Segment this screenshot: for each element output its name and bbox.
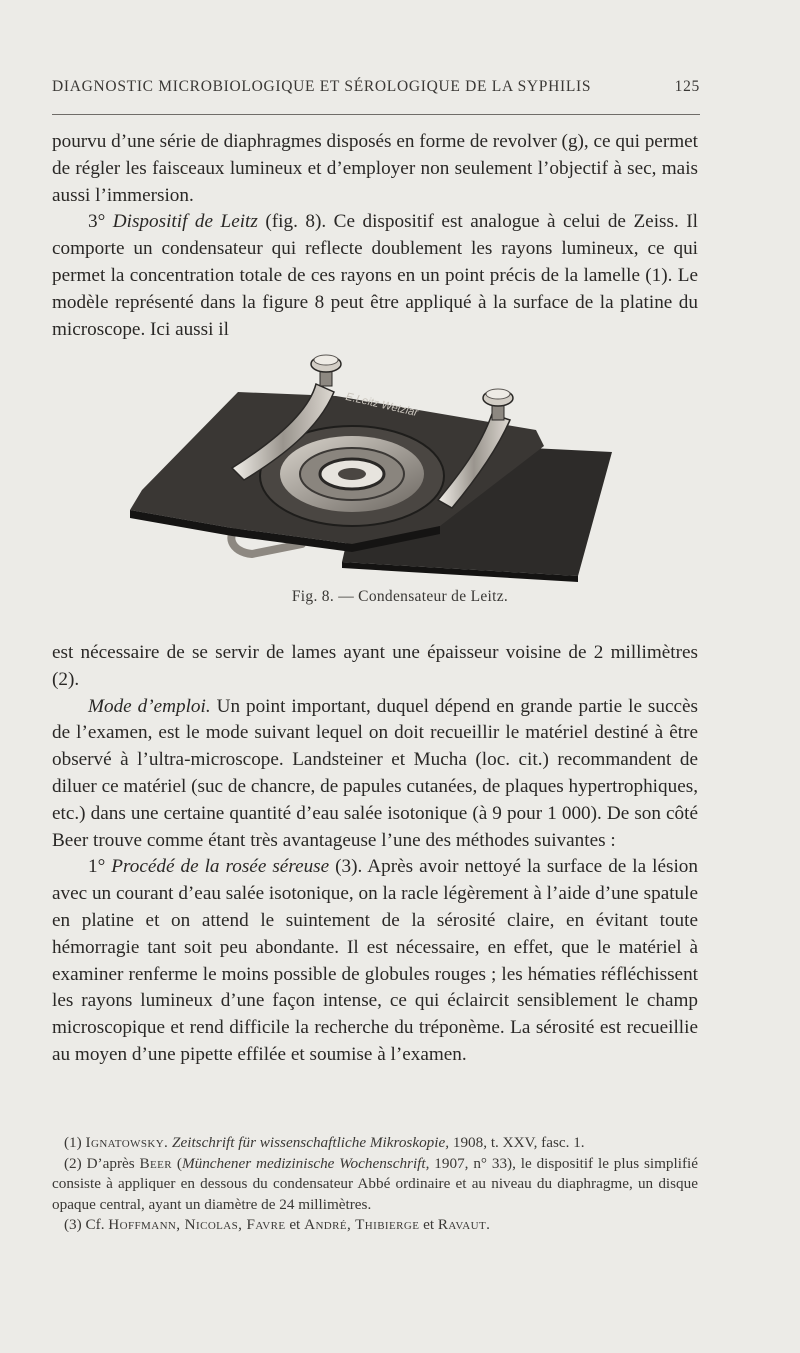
paragraph-text: est nécessaire de se servir de lames ayant une épaisseur voisine de 2 millimètres (2).: [52, 642, 698, 690]
paragraph: [52, 129, 698, 209]
text-block-bottom: [52, 640, 698, 1069]
running-title: DIAGNOSTIC MICROBIOLOGIQUE ET SÉROLOGIQUE DE LA SYPHILIS: [52, 78, 592, 95]
paragraph-text: (3). Après avoir nettoyé la surface de la lésion avec un courant d’eau salée isotonique, on la racle légèrement à l’aide d’une spatule en platine et on attend le suintement de la sérosité claire, en évitant toute hémorragie tant soit peu abondante. Il est nécessaire, en effet, que le matériel à examiner renferme le moins possible de globules rouges ; les hématies réfléchissent les rayons lumineux d’une façon intense, ce qui éclaircit sensiblement le champ microscopique et rend difficile la recherche du tréponème. La sérosité est recueillie au moyen d’une pipette effilée et soumise à l’examen.: [52, 856, 698, 1065]
footnote: [52, 1133, 698, 1154]
header-rule: [52, 114, 700, 115]
footnote-text: .: [486, 1216, 490, 1234]
figure-condenser: [120, 348, 620, 584]
paragraph: [52, 694, 698, 855]
footnotes: [52, 1133, 698, 1236]
footnote-journal: Zeitschrift für wissenschaftliche Mikroskopie,: [168, 1134, 450, 1151]
footnote-punct: (: [172, 1154, 182, 1172]
footnote-mark: (1): [64, 1134, 86, 1151]
footnote-author: Ignatowsky.: [85, 1134, 169, 1151]
footnote-author: Hoffmann, Nicolas, Favre: [108, 1216, 286, 1234]
paragraph-text: pourvu d’une série de diaphragmes disposés en forme de revolver (g), ce qui permet de régler les faisceaux lumineux et d’employer non seulement l’objectif à sec, mais aussi l’immersion.: [52, 131, 698, 206]
footnote-author: Ravaut: [437, 1216, 487, 1234]
paragraph: [52, 640, 698, 694]
text-block-top: [52, 129, 698, 343]
item-number: 1°: [88, 856, 112, 878]
footnote: [52, 1154, 698, 1216]
footnote-journal: Münchener medizinische Wochenschrift,: [181, 1154, 430, 1172]
footnote-prefix: D’après: [86, 1154, 140, 1172]
footnote-mark: (3): [64, 1216, 86, 1234]
footnote-conjunction: et: [285, 1216, 305, 1234]
thumb-screw-right: [483, 389, 513, 420]
paragraph: [52, 209, 698, 343]
figure-caption: Fig. 8. — Condensateur de Leitz.: [291, 588, 509, 605]
footnote-author: Beer: [139, 1154, 173, 1172]
footnote-mark: (2): [64, 1154, 87, 1172]
running-head: [52, 78, 700, 96]
footnote: [52, 1215, 698, 1236]
section-heading: Dispositif de Leitz: [112, 211, 258, 233]
footnote-prefix: Cf.: [85, 1216, 109, 1234]
condenser-illustration: [120, 348, 620, 584]
footnote-text: 1908, t. XXV, fasc. 1.: [449, 1134, 585, 1151]
thumb-screw-left: [311, 355, 341, 386]
section-heading: Procédé de la rosée séreuse: [111, 856, 330, 878]
paragraph-text: Un point important, duquel dépend en grande partie le succès de l’examen, est le mode suivant lequel on doit recueillir le matériel destiné à être observé à l’ultra-microscope. Landsteiner et Mucha (loc. cit.) recommandent de diluer ce matériel (suc de chancre, de papules cutanées, de plaques hypertrophiques, etc.) dans une certaine quantité d’eau salée isotonique (à 9 pour 1 000). De son côté Beer trouve comme étant très avantageuse l’une des méthodes suivantes :: [52, 695, 698, 851]
section-heading: Mode d’emploi.: [88, 695, 211, 717]
lens-center: [338, 468, 366, 480]
engraved-maker-mark: E.Leitz Wetzlar: [344, 390, 420, 420]
footnote-conjunction: et: [419, 1216, 438, 1234]
paragraph-text: (fig. 8). Ce dispositif est analogue à celui de Zeiss. Il comporte un condensateur qui reflecte doublement les rayons lumineux, ce qui permet la concentration totale de ces rayons en un point précis de la lamelle (1). Le modèle représenté dans la figure 8 peut être appliqué à la surface de la platine du microscope. Ici aussi il: [52, 211, 698, 340]
item-number: 3°: [88, 211, 113, 233]
paragraph: [52, 854, 698, 1068]
footnote-author: André, Thibierge: [304, 1216, 420, 1234]
page-number: 125: [674, 78, 700, 95]
footnote-text: 1907, n° 33), le dispositif le plus simplifié consiste à appliquer en dessous du condensateur Abbé ordinaire et au niveau du diaphragme, un disque opaque central, ayant un diamètre de 24 millimètres.: [52, 1154, 698, 1213]
